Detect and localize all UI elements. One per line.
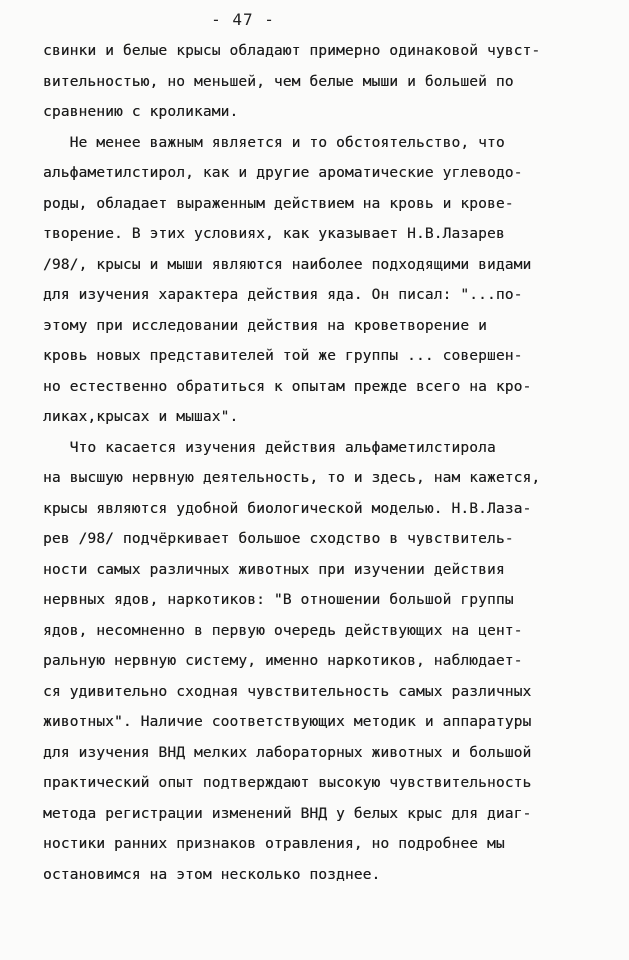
text-line: ности самых различных животных при изучении действия bbox=[43, 561, 505, 578]
text-line: творение. В этих условиях, как указывает Н.В.Лазарев bbox=[43, 226, 505, 242]
document-body bbox=[43, 36, 603, 890]
text-line: но естественно обратиться к опытам прежде всего на кро- bbox=[43, 378, 532, 395]
text-line: остановимся на этом несколько позднее. bbox=[43, 866, 381, 883]
text-line: роды, обладает выраженным действием на кровь и крове- bbox=[43, 195, 514, 212]
text-line: практический опыт подтверждают высокую чувствительность bbox=[43, 775, 532, 791]
text-line: ся удивительно сходная чувствительность самых различных bbox=[43, 683, 532, 700]
text-line: ликах,крысах и мышах". bbox=[43, 409, 239, 425]
text-line: Что касается изучения действия альфаметилстирола bbox=[43, 439, 496, 456]
text-line: рев /98/ подчёркивает большое сходство в чувствитель- bbox=[43, 531, 514, 547]
text-line: /98/, крысы и мыши являются наиболее подходящими видами bbox=[43, 256, 532, 273]
text-line: Не менее важным является и то обстоятельство, что bbox=[43, 134, 505, 151]
text-line: нервных ядов, наркотиков: "В отношении большой группы bbox=[43, 592, 514, 608]
text-line: кровь новых представителей той же группы ... совершен- bbox=[43, 348, 523, 364]
text-line: крысы являются удобной биологической моделью. Н.В.Лаза- bbox=[43, 500, 532, 517]
text-line: сравнению с кроликами. bbox=[43, 104, 239, 120]
text-line: ядов, несомненно в первую очередь действующих на цент- bbox=[43, 622, 523, 639]
text-line: альфаметилстирол, как и другие ароматические углеводо- bbox=[43, 165, 523, 181]
text-line: для изучения ВНД мелких лабораторных животных и большой bbox=[43, 744, 532, 761]
text-line: ностики ранних признаков отравления, но подробнее мы bbox=[43, 836, 505, 852]
text-line: ральную нервную систему, именно наркотиков, наблюдает- bbox=[43, 653, 523, 669]
text-line: свинки и белые крысы обладают примерно одинаковой чувст- bbox=[43, 43, 541, 59]
paragraph bbox=[43, 433, 603, 891]
paragraph bbox=[43, 128, 603, 433]
paragraph bbox=[43, 36, 603, 128]
text-line: этому при исследовании действия на кроветворение и bbox=[43, 317, 487, 334]
text-line: на высшую нервную деятельность, то и здесь, нам кажется, bbox=[43, 470, 541, 486]
text-line: метода регистрации изменений ВНД у белых крыс для диаг- bbox=[43, 805, 532, 822]
text-line: вительностью, но меньшей, чем белые мыши и большей по bbox=[43, 73, 514, 90]
page-number: - 47 - bbox=[211, 10, 275, 29]
text-line: для изучения характера действия яда. Он писал: "...по- bbox=[43, 287, 523, 303]
text-line: животных". Наличие соответствующих методик и аппаратуры bbox=[43, 714, 532, 730]
